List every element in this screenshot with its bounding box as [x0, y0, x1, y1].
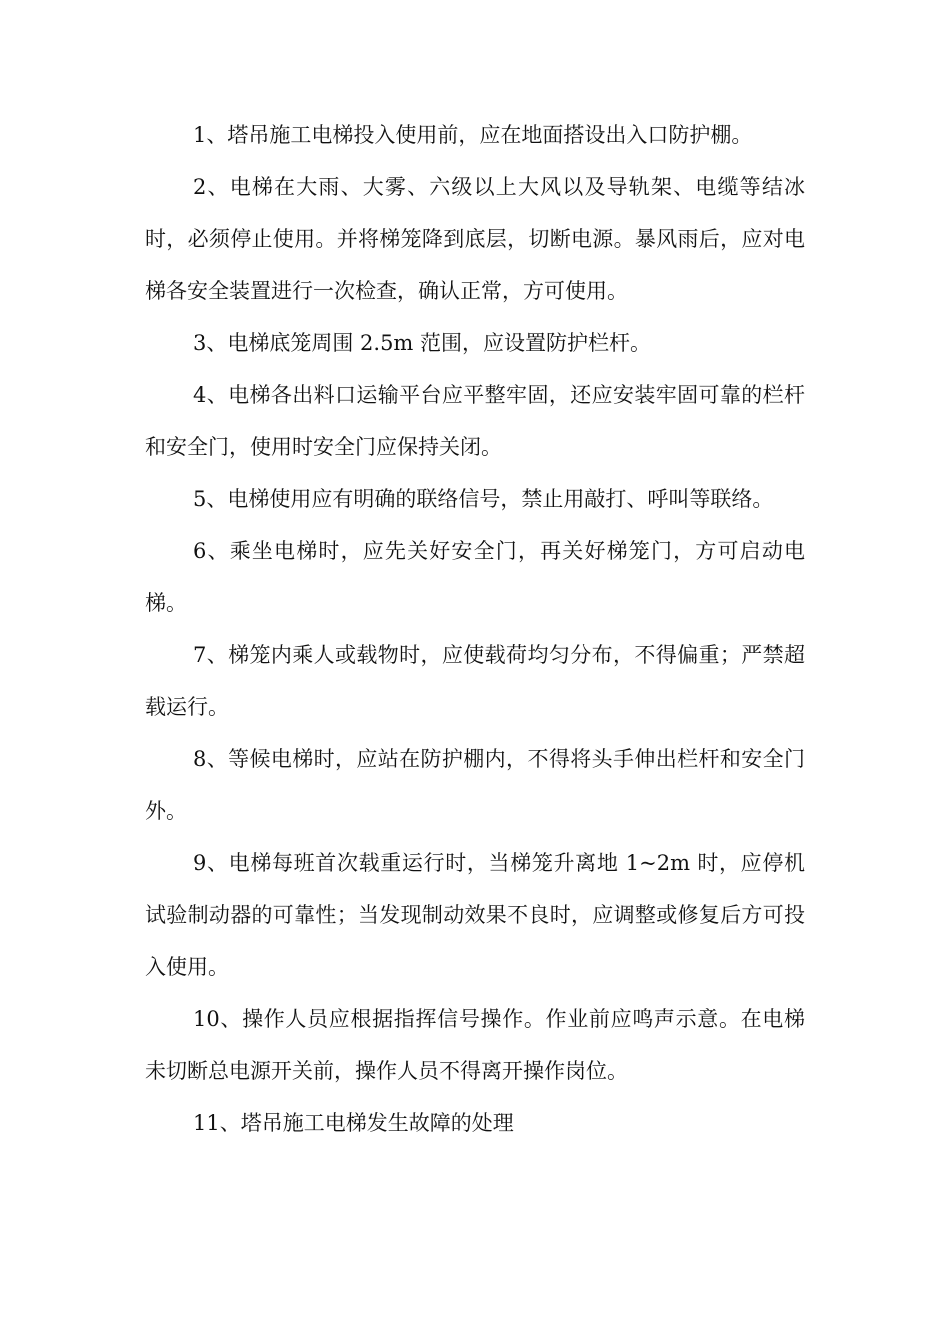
- paragraph-11: 11、塔吊施工电梯发生故障的处理: [193, 1111, 514, 1135]
- paragraph-8: 8、等候电梯时，应站在防护棚内，不得将头手伸出栏杆和安全门外。: [145, 747, 805, 823]
- paragraph-2: 2、电梯在大雨、大雾、六级以上大风以及导轨架、电缆等结冰时，必须停止使用。并将梯笼降到底层，切断电源。暴风雨后，应对电梯各安全装置进行一次检查，确认正常，方可使用。: [145, 175, 805, 303]
- paragraph-7: 7、梯笼内乘人或载物时，应使载荷均匀分布，不得偏重；严禁超载运行。: [145, 643, 805, 719]
- paragraph-10: 10、操作人员应根据指挥信号操作。作业前应鸣声示意。在电梯未切断总电源开关前，操作人员不得离开操作岗位。: [145, 1007, 805, 1083]
- paragraph-1: 1、塔吊施工电梯投入使用前，应在地面搭设出入口防护棚。: [193, 123, 753, 147]
- paragraph-9: 9、电梯每班首次载重运行时，当梯笼升离地 1~2m 时，应停机试验制动器的可靠性；当发现制动效果不良时，应调整或修复后方可投入使用。: [145, 851, 805, 979]
- paragraph-3: 3、电梯底笼周围 2.5m 范围，应设置防护栏杆。: [193, 331, 652, 355]
- paragraph-6: 6、乘坐电梯时，应先关好安全门，再关好梯笼门，方可启动电梯。: [145, 539, 805, 615]
- document-body: [145, 109, 805, 1149]
- paragraph-5: 5、电梯使用应有明确的联络信号，禁止用敲打、呼叫等联络。: [193, 487, 774, 511]
- paragraph-4: 4、电梯各出料口运输平台应平整牢固，还应安装牢固可靠的栏杆和安全门，使用时安全门应保持关闭。: [145, 383, 805, 459]
